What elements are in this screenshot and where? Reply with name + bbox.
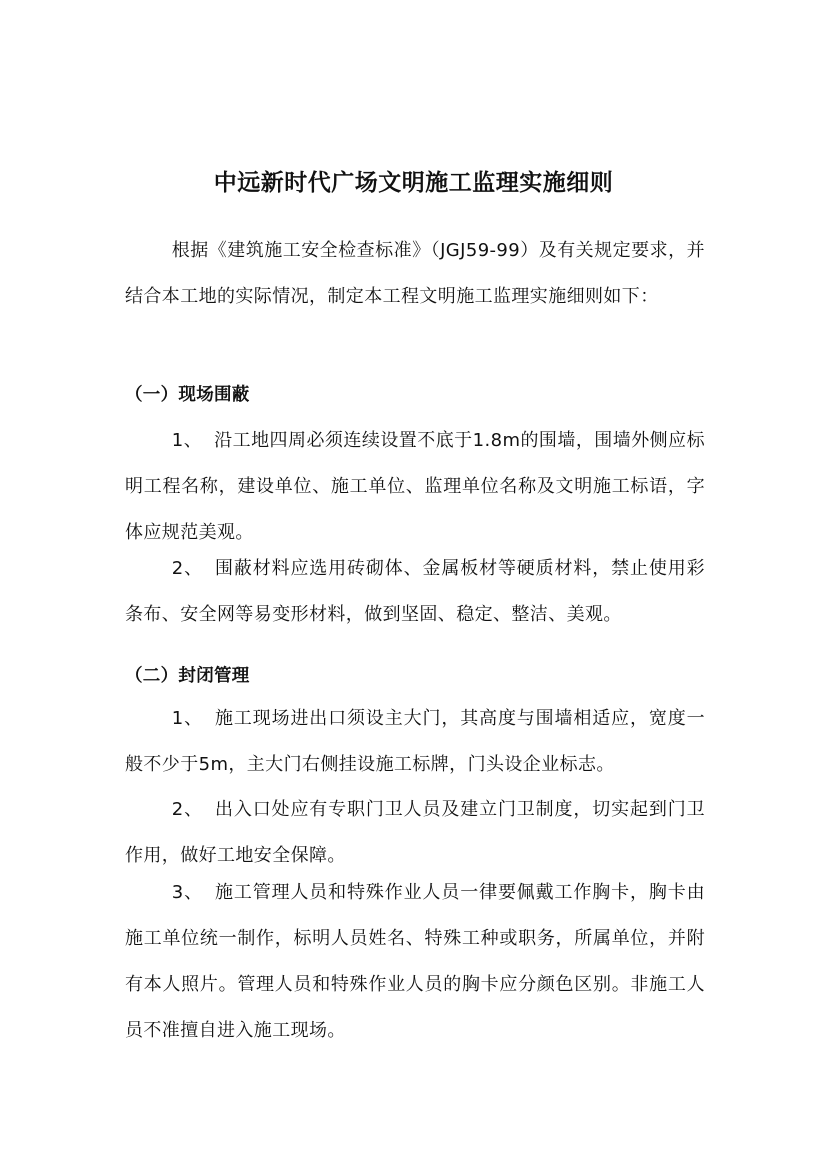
intro-paragraph: 根据《建筑施工安全检查标准》（JGJ59-99）及有关规定要求，并结合本工地的实际情况，制定本工程文明施工监理实施细则如下：	[125, 240, 705, 307]
closed-management-item-1	[125, 696, 705, 788]
item-text: 施工管理人员和特殊作业人员一律要佩戴工作胸卡，胸卡由施工单位统一制作，标明人员姓名、特殊工种或职务，所属单位，并附有本人照片。管理人员和特殊作业人员的胸卡应分颜色区别。非施工人员不准擅自进入施工现场。	[125, 882, 705, 1041]
item-text: 沿工地四周必须连续设置不底于1.8m的围墙，围墙外侧应标明工程名称，建设单位、施工单位、监理单位名称及文明施工标语，字体应规范美观。	[125, 430, 705, 543]
item-number: 3、	[171, 882, 203, 903]
enclosure-item-1	[125, 418, 705, 556]
item-number: 2、	[171, 799, 203, 820]
item-number: 2、	[171, 558, 203, 579]
enclosure-item-2	[125, 546, 705, 638]
document-title: 中远新时代广场文明施工监理实施细则	[213, 170, 614, 196]
item-text: 出入口处应有专职门卫人员及建立门卫制度，切实起到门卫作用，做好工地安全保障。	[125, 799, 705, 866]
item-text: 施工现场进出口须设主大门，其高度与围墙相适应，宽度一般不少于5m，主大门右侧挂设施工标牌，门头设企业标志。	[125, 708, 705, 775]
section-heading-enclosure: （一）现场围蔽	[125, 385, 250, 405]
section-heading-closed-management: （二）封闭管理	[125, 666, 250, 686]
item-number: 1、	[171, 708, 203, 729]
closed-management-item-3	[125, 870, 705, 1054]
item-number: 1、	[171, 430, 203, 451]
closed-management-item-2	[125, 787, 705, 879]
item-text: 围蔽材料应选用砖砌体、金属板材等硬质材料，禁止使用彩条布、安全网等易变形材料，做到坚固、稳定、整洁、美观。	[125, 558, 705, 625]
